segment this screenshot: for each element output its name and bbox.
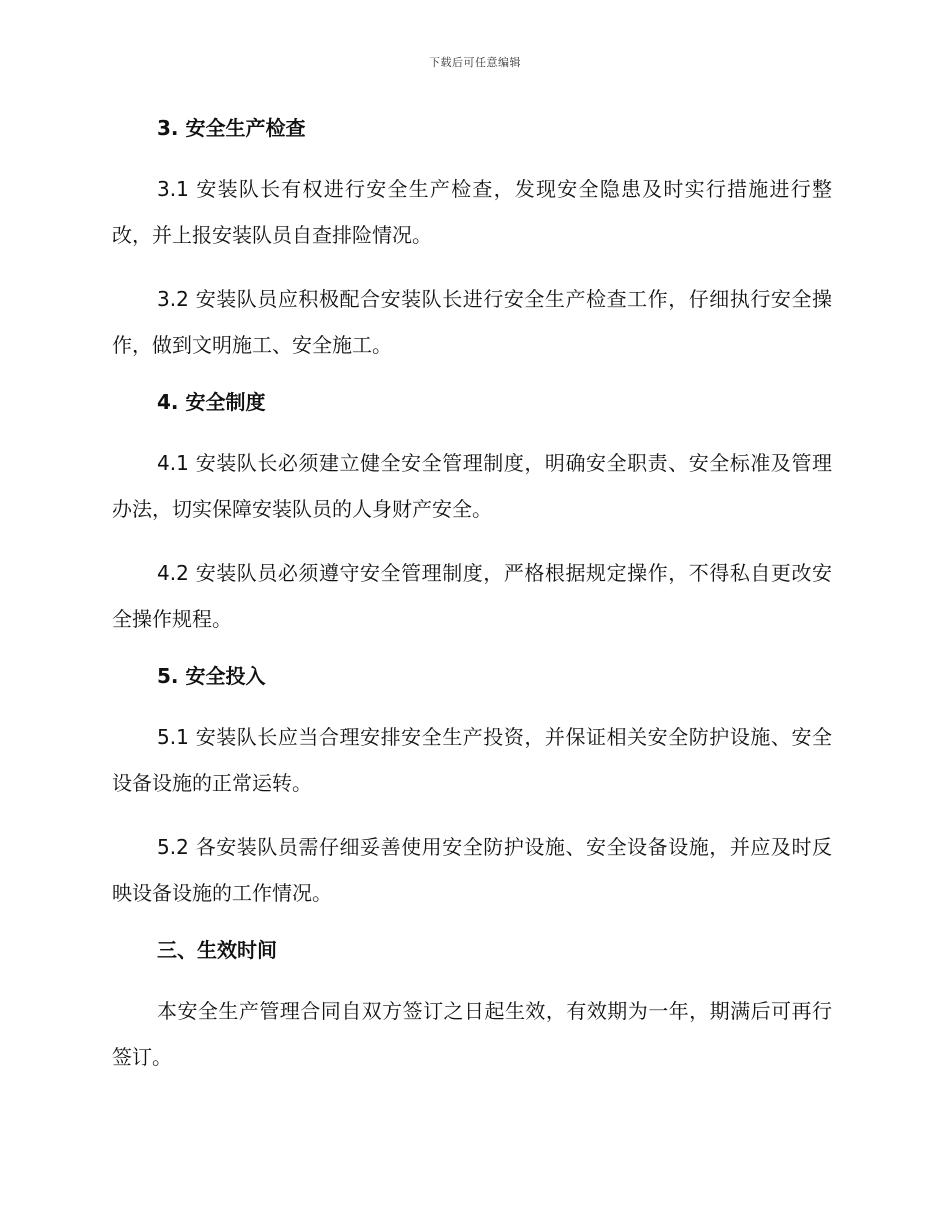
section-heading-3: 3. 安全生产检查 (157, 116, 306, 140)
document-body (112, 112, 832, 1080)
section-heading-effective-time: 三、生效时间 (157, 938, 277, 962)
paragraph-effective-time: 本安全生产管理合同自双方签订之日起生效，有效期为一年，期满后可再行签订。 (112, 999, 832, 1069)
paragraph-5-2: 5.2 各安装队员需仔细妥善使用安全防护设施、安全设备设施，并应及时反映设备设施的工作情况。 (112, 835, 832, 905)
page-header: 下载后可任意编辑 (429, 56, 521, 69)
section-heading-5: 5. 安全投入 (157, 664, 266, 688)
paragraph-3-2: 3.2 安装队员应积极配合安装队长进行安全生产检查工作，仔细执行安全操作，做到文明施工、安全施工。 (112, 287, 832, 357)
paragraph-5-1: 5.1 安装队长应当合理安排安全生产投资，并保证相关安全防护设施、安全设备设施的正常运转。 (112, 725, 832, 795)
paragraph-4-2: 4.2 安装队员必须遵守安全管理制度，严格根据规定操作，不得私自更改安全操作规程。 (112, 561, 832, 631)
section-heading-4: 4. 安全制度 (157, 390, 266, 414)
paragraph-3-1: 3.1 安装队长有权进行安全生产检查，发现安全隐患及时实行措施进行整改，并上报安装队员自查排险情况。 (112, 177, 832, 247)
paragraph-4-1: 4.1 安装队长必须建立健全安全管理制度，明确安全职责、安全标准及管理办法，切实保障安装队员的人身财产安全。 (112, 451, 832, 521)
